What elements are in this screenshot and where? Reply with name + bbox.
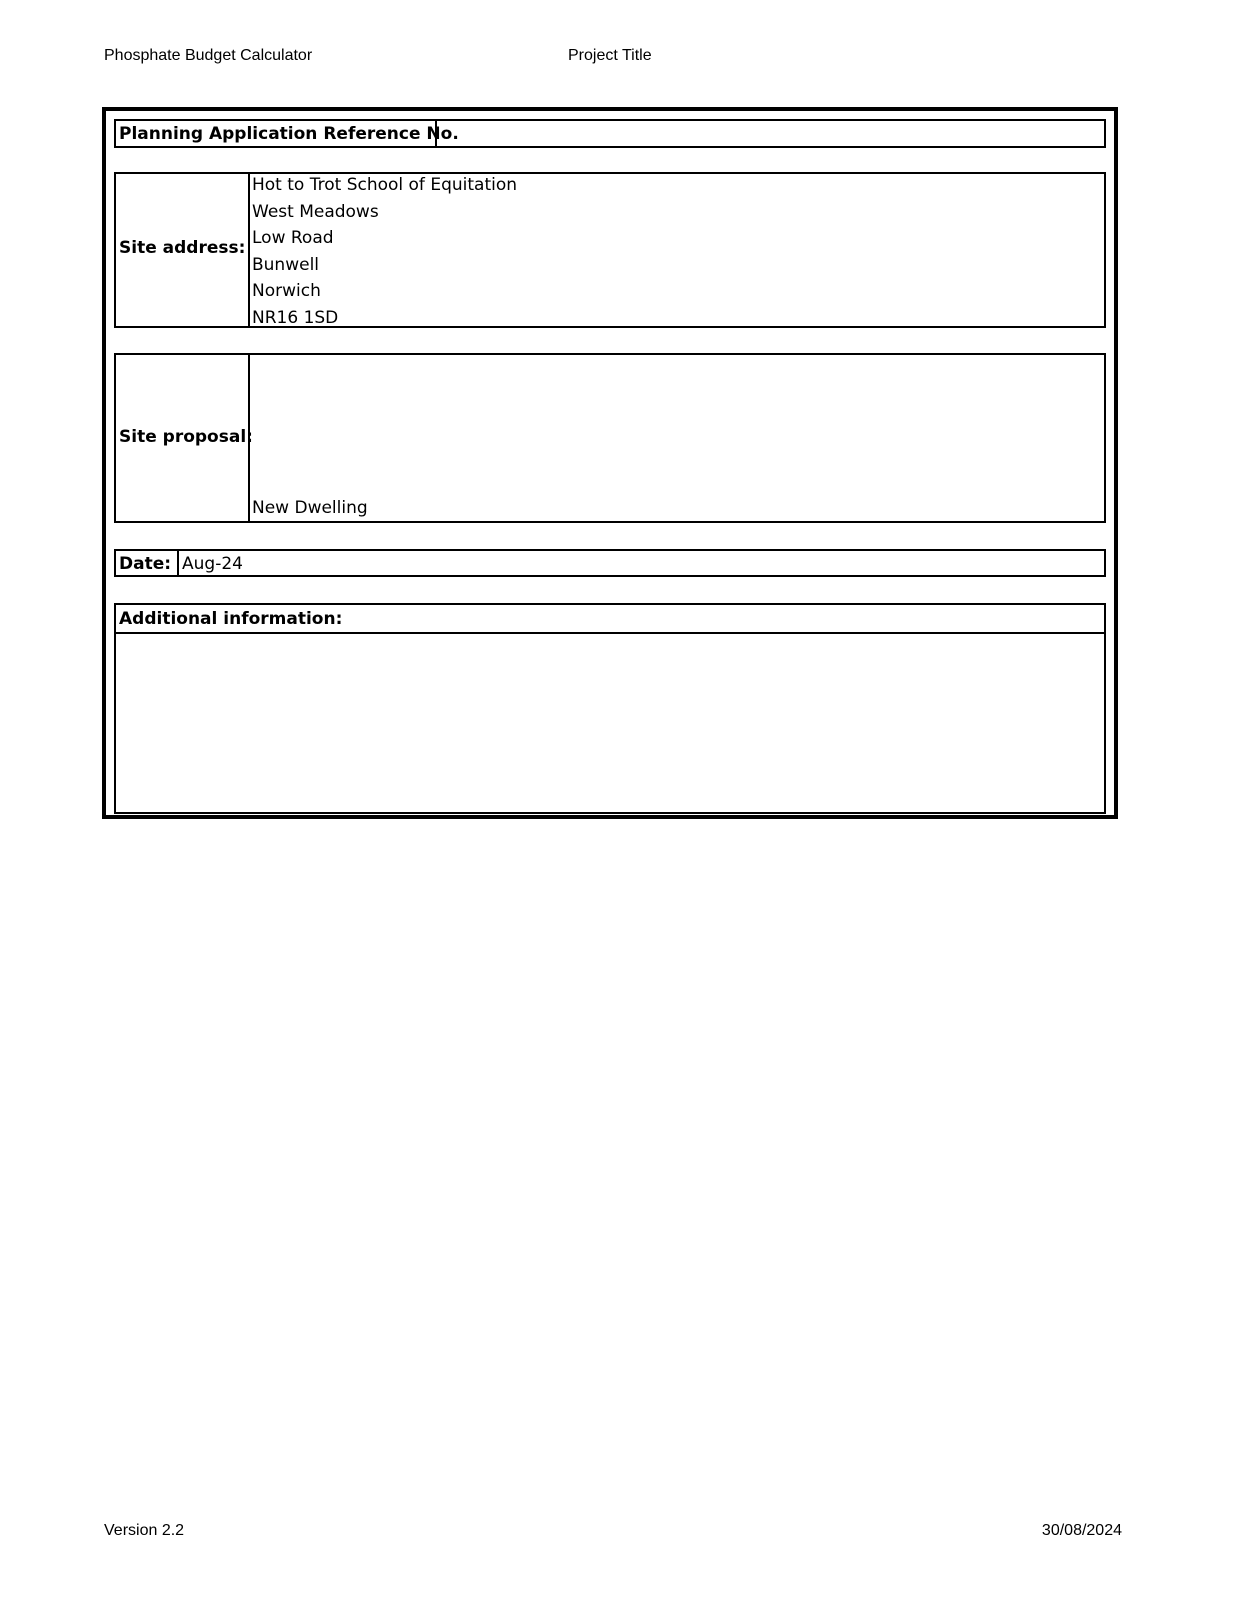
date-field[interactable]: Aug-24 [182, 554, 243, 574]
divider [116, 632, 1104, 634]
footer-date: 30/08/2024 [1041, 1522, 1122, 1539]
site-proposal-field[interactable]: New Dwelling [252, 498, 368, 518]
divider [248, 355, 250, 521]
additional-info-label: Additional information: [119, 609, 343, 629]
date-row [114, 549, 1106, 577]
additional-info-box [114, 603, 1106, 814]
site-address-row [114, 172, 1106, 328]
address-line: Bunwell [252, 254, 320, 275]
date-label: Date: [119, 554, 172, 574]
divider [177, 551, 179, 575]
address-line: Hot to Trot School of Equitation [252, 175, 518, 195]
header-app-name: Phosphate Budget Calculator [104, 47, 313, 64]
header-project-title: Project Title [568, 47, 652, 64]
address-line: NR16 1SD [252, 307, 339, 328]
divider [248, 174, 250, 326]
site-address-field[interactable] [252, 172, 517, 331]
footer-version: Version 2.2 [104, 1522, 185, 1539]
address-line: Low Road [252, 228, 334, 248]
site-proposal-label: Site proposal: [119, 427, 253, 447]
address-line: Norwich [252, 281, 321, 301]
site-proposal-row [114, 353, 1106, 523]
planning-ref-row [114, 119, 1106, 148]
address-line: West Meadows [252, 201, 379, 222]
planning-ref-label: Planning Application Reference No. [119, 124, 459, 144]
divider [435, 121, 437, 146]
site-address-label: Site address: [119, 238, 246, 258]
